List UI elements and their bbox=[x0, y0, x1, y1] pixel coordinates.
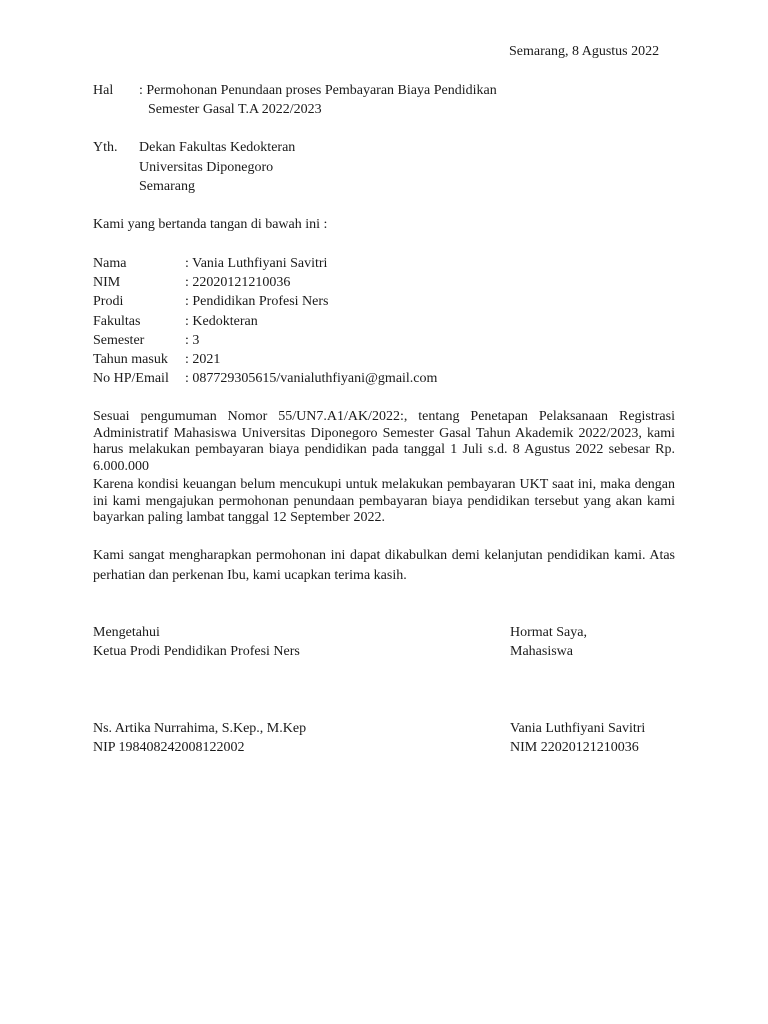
signature-left-id: NIP 198408242008122002 bbox=[93, 740, 245, 755]
subject-line-2: Semester Gasal T.A 2022/2023 bbox=[148, 102, 322, 117]
subject-line-1: : Permohonan Penundaan proses Pembayaran Biaya Pendidikan bbox=[139, 83, 497, 98]
place-date: Semarang, 8 Agustus 2022 bbox=[509, 44, 660, 59]
identity-label: Nama bbox=[93, 256, 127, 271]
identity-label: Fakultas bbox=[93, 314, 141, 329]
recipient-line: Universitas Diponegoro bbox=[139, 160, 274, 175]
identity-value: : Kedokteran bbox=[185, 314, 258, 329]
identity-value: : 2021 bbox=[185, 352, 221, 367]
signature-left-role: Ketua Prodi Pendidikan Profesi Ners bbox=[93, 644, 300, 659]
identity-value: : Vania Luthfiyani Savitri bbox=[185, 256, 328, 271]
recipient-line: Dekan Fakultas Kedokteran bbox=[139, 140, 296, 155]
signature-left-name: Ns. Artika Nurrahima, S.Kep., M.Kep bbox=[93, 721, 307, 736]
identity-value: : 3 bbox=[185, 333, 200, 348]
subject-label: Hal bbox=[93, 83, 114, 98]
signature-right-id: NIM 22020121210036 bbox=[510, 740, 639, 755]
signature-right-name: Vania Luthfiyani Savitri bbox=[510, 721, 646, 736]
identity-value: : 087729305615/vanialuthfiyani@gmail.com bbox=[185, 371, 438, 386]
signature-right-role: Mahasiswa bbox=[510, 644, 573, 659]
body-paragraph-1: Sesuai pengumuman Nomor 55/UN7.A1/AK/2022:, tentang Penetapan Pelaksanaan Registrasi Administratif Mahasiswa Universitas Diponegoro Semester Gasal Tahun Akademik 2022/2023, kami harus melakukan pembayaran biaya pendidikan pada tanggal 1 Juli s.d. 8 Agustus 2022 sebesar Rp. 6.000.000 bbox=[93, 409, 675, 474]
closing-paragraph: Kami sangat mengharapkan permohonan ini dapat dikabulkan demi kelanjutan pendidikan kami. Atas perhatian dan perkenan Ibu, kami ucapkan terima kasih. bbox=[93, 548, 675, 583]
identity-label: Semester bbox=[93, 333, 145, 348]
body-paragraph-2: Karena kondisi keuangan belum mencukupi untuk melakukan pembayaran UKT saat ini, maka dengan ini kami mengajukan permohonan penundaan pembayaran biaya pendidikan tersebut yang akan kami bayarkan paling lambat tanggal 12 September 2022. bbox=[93, 477, 675, 525]
signature-left-heading: Mengetahui bbox=[93, 625, 160, 640]
identity-value: : 22020121210036 bbox=[185, 275, 291, 290]
signature-right-heading: Hormat Saya, bbox=[510, 625, 587, 640]
intro-sentence: Kami yang bertanda tangan di bawah ini : bbox=[93, 217, 328, 232]
identity-label: No HP/Email bbox=[93, 371, 169, 386]
identity-label: NIM bbox=[93, 275, 121, 290]
identity-label: Prodi bbox=[93, 294, 124, 309]
identity-label: Tahun masuk bbox=[93, 352, 168, 367]
identity-value: : Pendidikan Profesi Ners bbox=[185, 294, 329, 309]
recipient-line: Semarang bbox=[139, 179, 195, 194]
recipient-label: Yth. bbox=[93, 140, 118, 155]
